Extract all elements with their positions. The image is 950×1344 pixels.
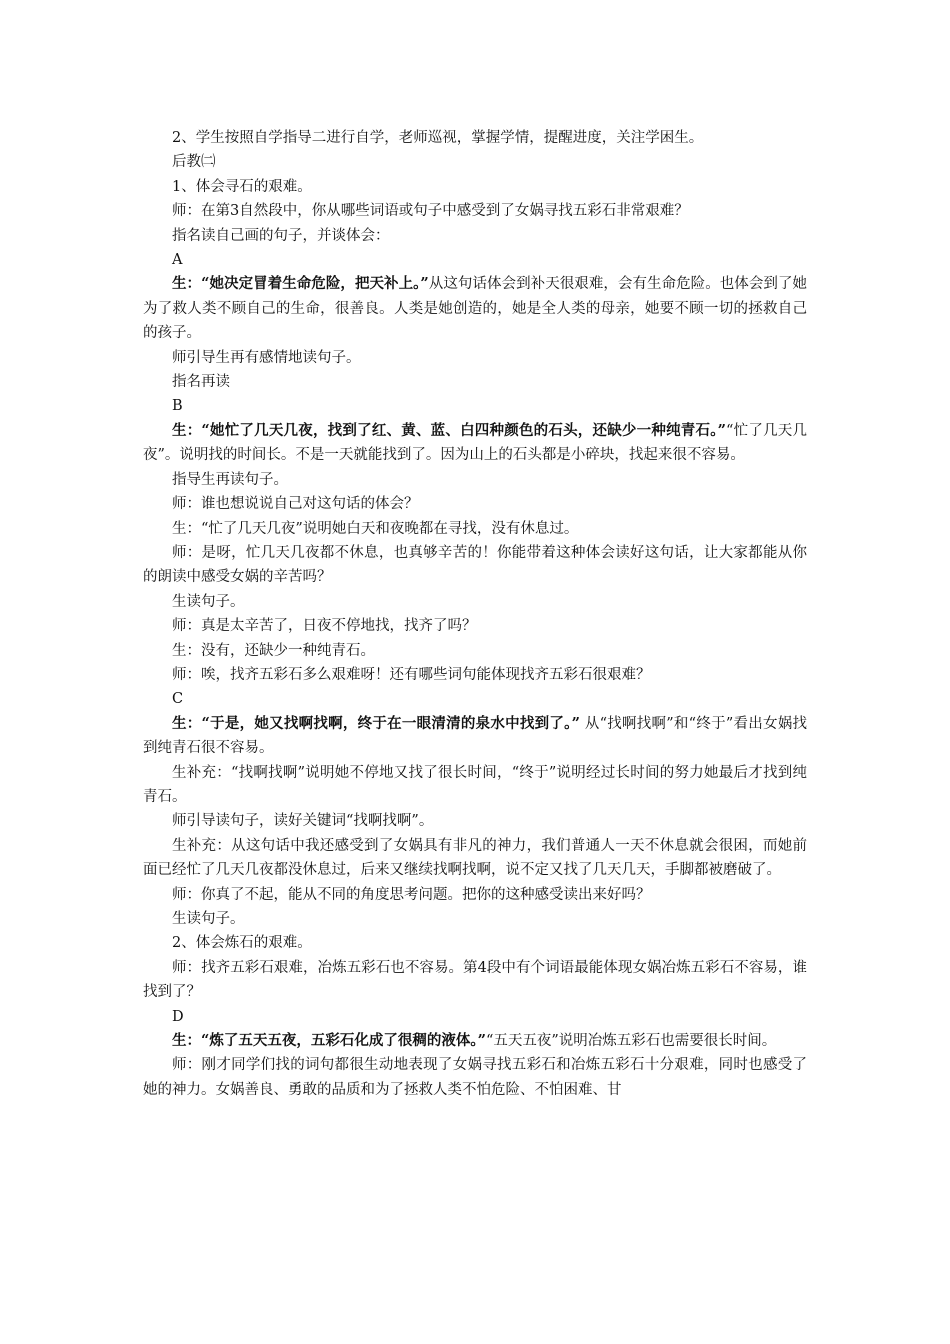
paragraph-text: B (172, 398, 183, 415)
paragraph (143, 492, 807, 516)
paragraph (143, 590, 807, 614)
paragraph (143, 517, 807, 541)
paragraph-text: 1、体会寻石的艰难。 (172, 178, 312, 195)
paragraph (143, 199, 807, 223)
paragraph (143, 931, 807, 955)
paragraph (143, 809, 807, 833)
paragraph-text: “忙了几天几夜”。说明找的时间长。不是一天就能找到了。因为山上的石头都是小碎块，找起来很不容易。 (143, 422, 807, 464)
paragraph (143, 1029, 807, 1053)
paragraph-text: 生读句子。 (172, 593, 245, 610)
paragraph-text: “五天五夜”说明冶炼五彩石也需要很长时间。 (485, 1033, 777, 1050)
paragraph-text: 2、体会炼石的艰难。 (172, 935, 312, 952)
paragraph-text: 指导生再读句子。 (172, 471, 288, 488)
paragraph-text: 从“找啊找啊”和“终于”看出女娲找到纯青石很不容易。 (143, 715, 807, 757)
paragraph-text: 师：你真了不起，能从不同的角度思考问题。把你的这种感受读出来好吗？ (172, 886, 651, 903)
paragraph (143, 150, 807, 174)
paragraph-text: 从这句话体会到补天很艰难，会有生命危险。也体会到了她为了救人类不顾自己的生命，很善良。人类是她创造的，她是全人类的母亲，她要不顾一切的拯救自己的孩子。 (143, 276, 807, 342)
paragraph (143, 907, 807, 931)
paragraph-text: 师：是呀，忙几天几夜都不休息，也真够辛苦的！你能带着这种体会读好这句话，让大家都能从你的朗读中感受女娲的辛苦吗？ (143, 544, 807, 586)
paragraph-text: 师：唉，找齐五彩石多么艰难呀！还有哪些词句能体现找齐五彩石很艰难？ (172, 666, 651, 683)
paragraph-text: 师：找齐五彩石艰难，冶炼五彩石也不容易。第4段中有个词语最能体现女娲冶炼五彩石不容易，谁找到了？ (143, 959, 807, 1001)
paragraph-text: 师引导读句子，读好关键词“找啊找啊”。 (172, 813, 434, 830)
paragraph-text: C (172, 691, 184, 708)
paragraph-text: 师：刚才同学们找的词句都很生动地表现了女娲寻找五彩石和冶炼五彩石十分艰难，同时也感受了她的神力。女娲善良、勇敢的品质和为了拯救人类不怕危险、不怕困难、甘 (143, 1057, 807, 1098)
paragraph (143, 224, 807, 248)
paragraph-text: D (172, 1008, 184, 1025)
paragraph (143, 663, 807, 687)
paragraph (143, 712, 807, 761)
paragraph (143, 419, 807, 468)
paragraph (143, 346, 807, 370)
paragraph (143, 175, 807, 199)
paragraph-text: 指名读自己画的句子，并谈体会： (172, 227, 390, 244)
bold-quote: 生：“她忙了几天几夜，找到了红、黄、蓝、白四种颜色的石头，还缺少一种纯青石。” (172, 421, 727, 439)
paragraph (143, 834, 807, 883)
paragraph (143, 761, 807, 810)
paragraph (143, 687, 807, 711)
paragraph (143, 541, 807, 590)
paragraph-text: 生读句子。 (172, 911, 245, 927)
bold-quote: 生：“她决定冒着生命危险，把天补上。” (172, 275, 429, 293)
paragraph (143, 370, 807, 394)
paragraph (143, 1005, 807, 1029)
paragraph (143, 468, 807, 492)
paragraph-text: 师：在第3自然段中，你从哪些词语或句子中感受到了女娲寻找五彩石非常艰难？ (172, 203, 689, 220)
paragraph (143, 1053, 807, 1102)
paragraph (143, 248, 807, 272)
paragraph-text: 后教㈡ (172, 154, 216, 171)
paragraph-text: 生补充：“找啊找啊”说明她不停地又找了很长时间，“终于”说明经过长时间的努力她最后才找到纯青石。 (143, 764, 807, 805)
paragraph-text: 师：谁也想说说自己对这句话的体会？ (172, 496, 419, 513)
paragraph-text: 2、学生按照自学指导二进行自学，老师巡视，掌握学情，提醒进度，关注学困生。 (172, 130, 704, 146)
paragraph (143, 639, 807, 663)
paragraph-text: A (172, 252, 183, 269)
paragraph (143, 956, 807, 1005)
paragraph (143, 394, 807, 418)
paragraph (143, 883, 807, 907)
bold-quote: 生：“炼了五天五夜，五彩石化成了很稠的液体。” (172, 1032, 486, 1050)
paragraph-text: 生：“忙了几天几夜”说明她白天和夜晚都在寻找，没有休息过。 (172, 520, 579, 537)
paragraph-text: 生补充：从这句话中我还感受到了女娲具有非凡的神力，我们普通人一天不休息就会很困，而她前面已经忙了几天几夜都没休息过，后来又继续找啊找啊，说不定又找了几天几天，手脚都被磨破了。 (143, 837, 807, 879)
document-page (143, 126, 807, 1102)
paragraph-text: 师：真是太辛苦了，日夜不停地找，找齐了吗？ (172, 618, 477, 635)
bold-quote: 生：“于是，她又找啊找啊，终于在一眼清清的泉水中找到了。” (172, 714, 580, 732)
paragraph-text: 师引导生再有感情地读句子。 (172, 349, 361, 366)
paragraph-text: 指名再读 (172, 374, 230, 391)
paragraph (143, 272, 807, 345)
paragraph (143, 614, 807, 638)
paragraph-text: 生：没有，还缺少一种纯青石。 (172, 642, 375, 659)
paragraph (143, 126, 807, 150)
